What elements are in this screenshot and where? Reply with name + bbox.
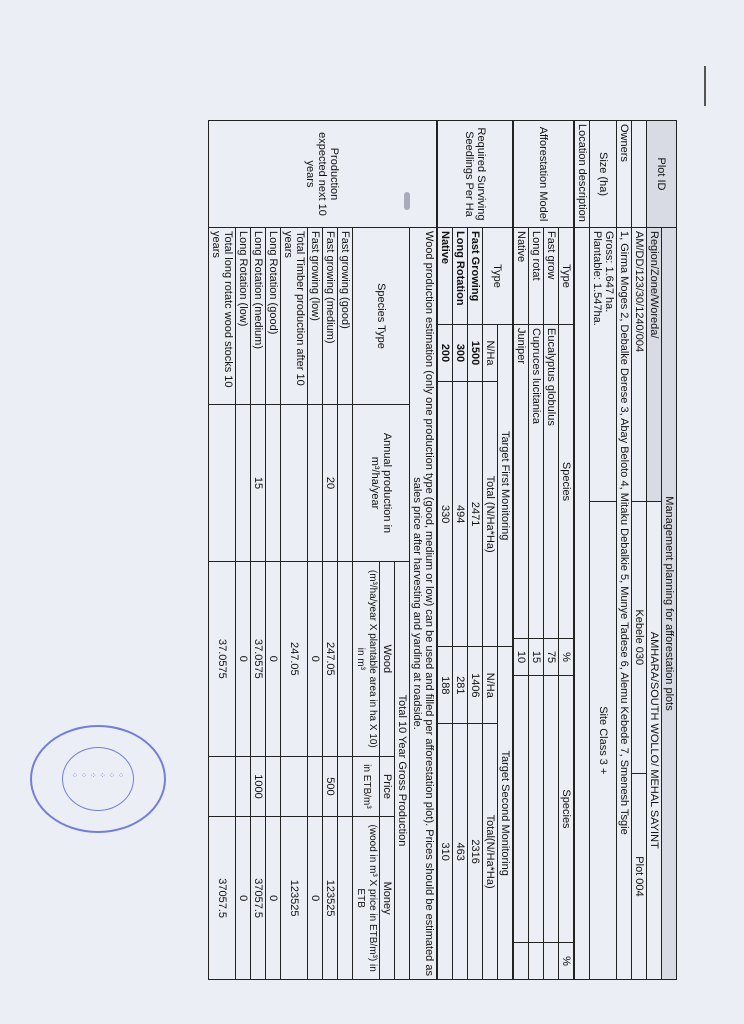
production-price bbox=[209, 756, 236, 817]
model-row-species: Juniper bbox=[514, 325, 529, 639]
col-nha: N/Ha bbox=[483, 325, 498, 382]
production-money: 37057.5 bbox=[251, 817, 266, 980]
col-price: Price bbox=[380, 756, 395, 817]
production-species: Fast growing (low) bbox=[308, 228, 323, 405]
production-annual: 20 bbox=[323, 405, 338, 562]
production-annual bbox=[266, 405, 281, 562]
col-total: Total (N/Ha*Ha) bbox=[483, 382, 498, 647]
production-species: Long Rotation (good) bbox=[266, 228, 281, 405]
size-label: Size (ha) bbox=[590, 121, 617, 228]
col-wood: Wood bbox=[380, 562, 395, 757]
production-wood: 0 bbox=[236, 562, 251, 757]
production-price bbox=[236, 756, 251, 817]
production-annual: 15 bbox=[251, 405, 266, 562]
production-wood: 247.05 bbox=[281, 562, 308, 757]
owners-value: 1, Girma Moges 2, Debalke Derese 3, Abay Beloto 4, Mitaku Debalkie 5, Munye Tadese 6, Alemu Kebede 7, Smenesh Tsgie bbox=[617, 228, 632, 980]
model-row-pct: 15 bbox=[529, 639, 544, 676]
seedlings-col-type: Type bbox=[483, 228, 513, 325]
production-annual bbox=[338, 405, 353, 562]
seedlings-label: Required Surviving Seedlings Per Ha bbox=[438, 121, 513, 228]
region-label: Region/Zone/Woreda/ bbox=[647, 228, 662, 502]
seedling-total: 330 bbox=[438, 382, 453, 647]
plot-number: Plot 004 bbox=[632, 773, 647, 979]
col-price-sub: in ETB/m³ bbox=[353, 756, 380, 817]
production-money bbox=[338, 817, 353, 980]
site-class: Site Class 3 + bbox=[590, 501, 617, 979]
col-wood-sub: (m³/ha/year X plantable area in ha X 10) in m³ bbox=[353, 562, 380, 757]
production-annual bbox=[281, 405, 308, 562]
size-gross: Gross: 1.647 ha. bbox=[603, 231, 615, 313]
production-note: Wood production estimation (only one production type (good, medium or low) can be used and filled per afforestation plot). Prices should be estimated as sales price after harvesting and yarding at roadside. bbox=[410, 228, 437, 980]
col-annual: Annual production in m³/ha/year bbox=[353, 405, 410, 562]
first-monitoring: Target First Monitoring bbox=[498, 325, 513, 647]
col-total-2: Total(N/Ha*Ha) bbox=[483, 724, 498, 980]
production-price bbox=[281, 756, 308, 817]
col-species-type: Species Type bbox=[353, 228, 410, 405]
col-nha-2: N/Ha bbox=[483, 647, 498, 724]
model-row-type: Native bbox=[514, 228, 529, 325]
model-label: Afforestation Model bbox=[514, 121, 574, 228]
production-price bbox=[308, 756, 323, 817]
production-annual bbox=[308, 405, 323, 562]
model-row-type: Fast grow bbox=[544, 228, 559, 325]
seedling-total-2: 463 bbox=[453, 724, 468, 980]
stamp-text: ⁘ ⁘ ⁘ ⁘ ⁘ ⁘ bbox=[71, 771, 125, 780]
model-row-pct: 75 bbox=[544, 639, 559, 676]
seedling-type: Fast Growing bbox=[468, 228, 483, 325]
seedling-type: Native bbox=[438, 228, 453, 325]
seedling-total-2: 310 bbox=[438, 724, 453, 980]
seedlings-table bbox=[437, 120, 513, 980]
seedling-nha-2: 281 bbox=[453, 647, 468, 724]
official-stamp bbox=[30, 725, 166, 833]
production-wood: 247.05 bbox=[323, 562, 338, 757]
production-wood: 37.0575 bbox=[209, 562, 236, 757]
production-money: 37057.5 bbox=[209, 817, 236, 980]
seedling-total: 494 bbox=[453, 382, 468, 647]
production-species: Fast growing (good) bbox=[338, 228, 353, 405]
production-money: 123525 bbox=[281, 817, 308, 980]
production-money: 0 bbox=[236, 817, 251, 980]
seedling-nha-2: 188 bbox=[438, 647, 453, 724]
production-price: 500 bbox=[323, 756, 338, 817]
plot-id-label: Plot ID bbox=[647, 121, 677, 228]
location-value bbox=[575, 228, 590, 980]
header-table bbox=[574, 120, 677, 980]
production-wood: 0 bbox=[266, 562, 281, 757]
owners-label: Owners bbox=[617, 121, 632, 228]
production-species: Fast growing (medium) bbox=[323, 228, 338, 405]
seedling-nha: 300 bbox=[453, 325, 468, 382]
model-row-species: Eucalyptus globulus bbox=[544, 325, 559, 639]
size-plantable: Plantable: 1.547ha. bbox=[591, 231, 603, 326]
col-money: Money bbox=[380, 817, 395, 980]
seedling-total-2: 2316 bbox=[468, 724, 483, 980]
production-species: Total long rotatc wood stocks 10 years bbox=[209, 228, 236, 405]
production-wood: 0 bbox=[308, 562, 323, 757]
production-money: 0 bbox=[266, 817, 281, 980]
model-row-type: Long rotat bbox=[529, 228, 544, 325]
col-gross: Total 10 Year Gross Production bbox=[395, 562, 410, 980]
production-species: Total Timber production after 10 years bbox=[281, 228, 308, 405]
production-wood: 37.0575 bbox=[251, 562, 266, 757]
production-price bbox=[266, 756, 281, 817]
model-col-pct-right: % bbox=[559, 943, 574, 980]
production-wood bbox=[338, 562, 353, 757]
form-title: Management planning for afforestation plots bbox=[662, 228, 677, 980]
model-table bbox=[513, 120, 574, 980]
production-annual bbox=[209, 405, 236, 562]
second-monitoring: Target Second Monitoring bbox=[498, 647, 513, 980]
model-row-pct: 10 bbox=[514, 639, 529, 676]
production-price: 1000 bbox=[251, 756, 266, 817]
seedling-type: Long Rotation bbox=[453, 228, 468, 325]
production-money: 0 bbox=[308, 817, 323, 980]
model-col-type: Type bbox=[559, 228, 574, 325]
region-value: AMHARA/SOUTH WOLLO/ MEHAL SAYINT bbox=[647, 501, 662, 979]
page-fold-mark bbox=[704, 66, 706, 106]
production-price bbox=[338, 756, 353, 817]
seedling-total: 2471 bbox=[468, 382, 483, 647]
production-table bbox=[208, 120, 437, 980]
seedling-nha: 200 bbox=[438, 325, 453, 382]
col-money-sub: (wood in m³ X price in ETB/m³) in ETB bbox=[353, 817, 380, 980]
production-money: 123525 bbox=[323, 817, 338, 980]
production-species: Long Rotation (low) bbox=[236, 228, 251, 405]
production-species: Long Rotation (medium) bbox=[251, 228, 266, 405]
model-col-species: Species bbox=[559, 325, 574, 639]
model-col-pct: % bbox=[559, 639, 574, 676]
kebele: Kebele 030 bbox=[632, 501, 647, 773]
plot-code: AM/DD/123/30/1240/004 bbox=[632, 228, 647, 502]
seedling-nha-2: 1406 bbox=[468, 647, 483, 724]
seedling-nha: 1500 bbox=[468, 325, 483, 382]
afforestation-form bbox=[77, 120, 677, 980]
production-label: Production expected next 10 years bbox=[209, 121, 437, 228]
production-annual bbox=[236, 405, 251, 562]
model-col-species-right: Species bbox=[559, 676, 574, 943]
location-label: Location description bbox=[575, 121, 590, 228]
model-row-species: Cupruces lucitanica bbox=[529, 325, 544, 639]
